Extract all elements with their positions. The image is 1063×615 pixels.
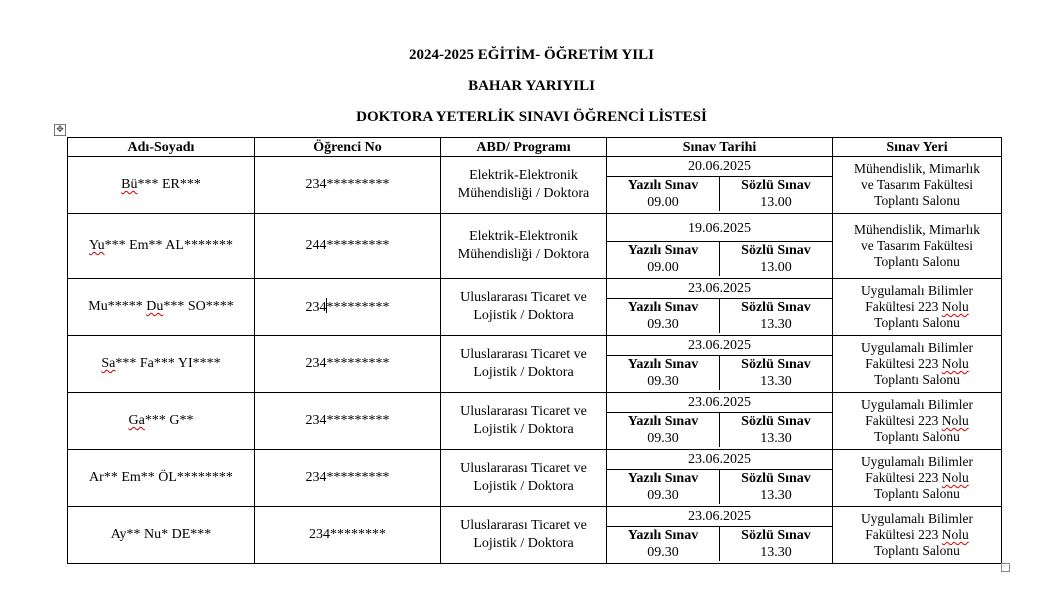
oral-exam: Sözlü Sınav 13.30 — [719, 299, 832, 333]
student-name[interactable]: Ay** Nu* DE*** — [68, 507, 255, 564]
exam-date-cell[interactable] — [607, 279, 833, 336]
exam-date: 23.06.2025 — [607, 509, 832, 527]
exam-place-cell[interactable]: Mühendislik, Mimarlık ve Tasarım Fakültesi Toplantı Salonu — [833, 157, 1002, 214]
table-row — [68, 157, 1002, 214]
exam-place-cell[interactable]: Uygulamalı Bilimler Fakültesi 223 Nolu Toplantı Salonu — [833, 450, 1002, 507]
student-number[interactable]: 234********* — [255, 157, 441, 214]
exam-date: 23.06.2025 — [607, 395, 832, 413]
oral-exam: Sözlü Sınav 13.30 — [719, 356, 832, 390]
exam-date-cell[interactable] — [607, 214, 833, 279]
oral-exam: Sözlü Sınav 13.00 — [719, 242, 832, 276]
student-number[interactable]: 244********* — [255, 214, 441, 279]
exam-date-cell[interactable] — [607, 336, 833, 393]
program-cell[interactable]: Uluslararası Ticaret ve Lojistik / Doktora — [441, 507, 607, 564]
exam-date-cell[interactable] — [607, 393, 833, 450]
program-cell[interactable]: Uluslararası Ticaret ve Lojistik / Doktora — [441, 279, 607, 336]
exam-date: 20.06.2025 — [607, 159, 832, 177]
student-name[interactable]: Mu***** Du*** SO**** — [68, 279, 255, 336]
table-row — [68, 336, 1002, 393]
table-row — [68, 507, 1002, 564]
student-name[interactable]: Sa*** Fa*** YI**** — [68, 336, 255, 393]
move-icon[interactable]: ✥ — [54, 124, 66, 136]
exam-date: 23.06.2025 — [607, 338, 832, 356]
program-cell[interactable]: Elektrik-Elektronik Mühendisliği / Doktora — [441, 157, 607, 214]
exam-place-cell[interactable]: Uygulamalı Bilimler Fakültesi 223 Nolu Toplantı Salonu — [833, 507, 1002, 564]
exam-date-cell[interactable] — [607, 507, 833, 564]
program-cell[interactable]: Elektrik-Elektronik Mühendisliği / Doktora — [441, 214, 607, 279]
oral-exam: Sözlü Sınav 13.00 — [719, 177, 832, 211]
document-title: 2024-2025 EĞİTİM- ÖĞRETİM YILI — [409, 47, 654, 63]
program-cell[interactable]: Uluslararası Ticaret ve Lojistik / Doktora — [441, 393, 607, 450]
table-row — [68, 393, 1002, 450]
table-header-row — [68, 138, 1002, 157]
student-name[interactable]: Yu*** Em** AL******* — [68, 214, 255, 279]
header-exam-place: Sınav Yeri — [833, 138, 1002, 157]
exam-date-cell[interactable] — [607, 450, 833, 507]
student-number[interactable]: 234********* — [255, 450, 441, 507]
exam-place-cell[interactable]: Uygulamalı Bilimler Fakültesi 223 Nolu Toplantı Salonu — [833, 336, 1002, 393]
oral-exam: Sözlü Sınav 13.30 — [719, 527, 832, 561]
exam-date: 23.06.2025 — [607, 452, 832, 470]
student-name[interactable]: Ga*** G** — [68, 393, 255, 450]
student-name[interactable]: Ar** Em** ÖL******** — [68, 450, 255, 507]
semester-title: BAHAR YARIYILI — [468, 78, 595, 94]
student-list-table — [67, 137, 1002, 564]
oral-exam: Sözlü Sınav 13.30 — [719, 470, 832, 504]
student-number[interactable]: 234********* — [255, 393, 441, 450]
student-number[interactable]: 234********* — [255, 336, 441, 393]
list-title: DOKTORA YETERLİK SINAVI ÖĞRENCİ LİSTESİ — [356, 109, 707, 125]
header-program: ABD/ Programı — [441, 138, 607, 157]
student-name[interactable]: Bü*** ER*** — [68, 157, 255, 214]
exam-date: 19.06.2025 — [607, 217, 832, 242]
written-exam: Yazılı Sınav 09.30 — [627, 300, 699, 332]
program-cell[interactable]: Uluslararası Ticaret ve Lojistik / Doktora — [441, 450, 607, 507]
header-exam-date: Sınav Tarihi — [607, 138, 833, 157]
written-exam: Yazılı Sınav 09.30 — [627, 471, 699, 503]
exam-date: 23.06.2025 — [607, 281, 832, 299]
written-exam: Yazılı Sınav 09.00 — [627, 178, 699, 210]
student-number[interactable]: 234********* — [255, 279, 441, 336]
table-row — [68, 279, 1002, 336]
oral-exam: Sözlü Sınav 13.30 — [719, 413, 832, 447]
exam-place-cell[interactable]: Uygulamalı Bilimler Fakültesi 223 Nolu Toplantı Salonu — [833, 393, 1002, 450]
written-exam: Yazılı Sınav 09.00 — [627, 242, 699, 275]
exam-place-cell[interactable]: Uygulamalı Bilimler Fakültesi 223 Nolu Toplantı Salonu — [833, 279, 1002, 336]
written-exam: Yazılı Sınav 09.30 — [627, 528, 699, 560]
exam-place-cell[interactable]: Mühendislik, Mimarlık ve Tasarım Fakültesi Toplantı Salonu — [833, 214, 1002, 279]
written-exam: Yazılı Sınav 09.30 — [627, 414, 699, 446]
table-row — [68, 214, 1002, 279]
header-student-no: Öğrenci No — [255, 138, 441, 157]
header-name: Adı-Soyadı — [68, 138, 255, 157]
table-resize-handle[interactable] — [1001, 563, 1010, 572]
student-number[interactable]: 234******** — [255, 507, 441, 564]
program-cell[interactable]: Uluslararası Ticaret ve Lojistik / Doktora — [441, 336, 607, 393]
exam-date-cell[interactable] — [607, 157, 833, 214]
table-row — [68, 450, 1002, 507]
written-exam: Yazılı Sınav 09.30 — [627, 357, 699, 389]
